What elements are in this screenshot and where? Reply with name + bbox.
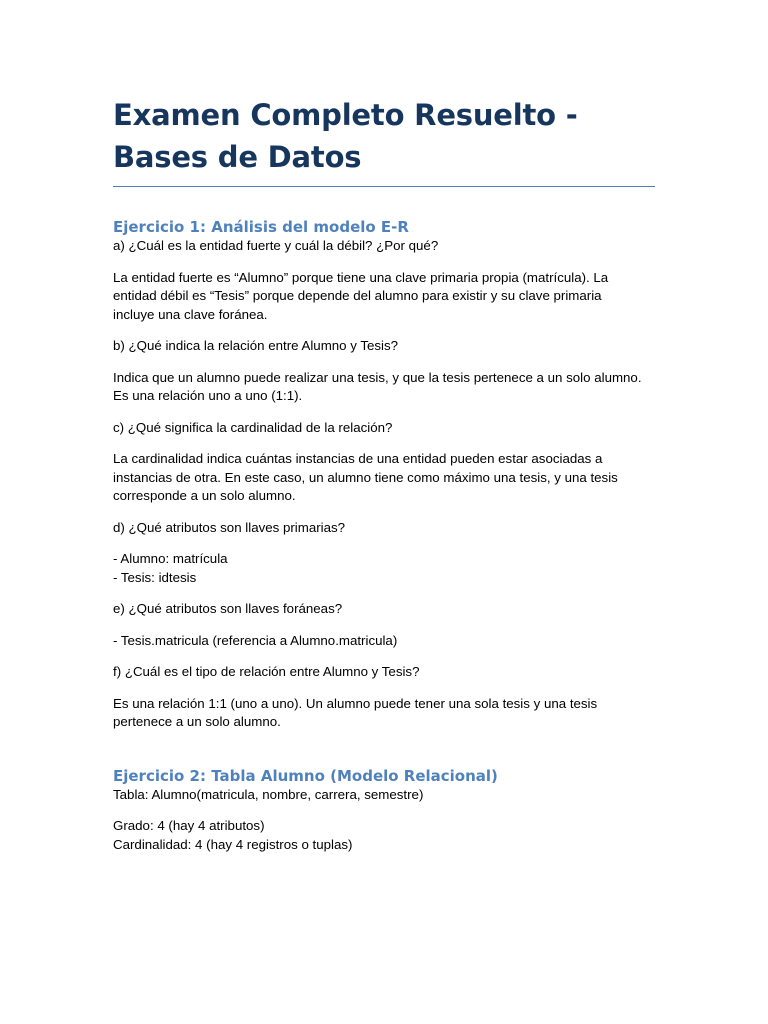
question-a: a) ¿Cuál es la entidad fuerte y cuál la débil? ¿Por qué? — [113, 238, 439, 253]
answer-c: La cardinalidad indica cuántas instancias de una entidad pueden estar asociadas a instancias de otra. En este caso, un alumno tiene como máximo una tesis, y una tesis corresponde a un solo alumno. — [113, 451, 618, 503]
answer-b: Indica que un alumno puede realizar una tesis, y que la tesis pertenece a un solo alumno. Es una relación uno a uno (1:1). — [113, 369, 642, 403]
question-d: d) ¿Qué atributos son llaves primarias? — [113, 519, 346, 535]
table-cardinality: Cardinalidad: 4 (hay 4 registros o tuplas) — [113, 836, 353, 852]
answer-d-line: - Tesis: idtesis — [113, 569, 197, 585]
table-definition: Tabla: Alumno(matricula, nombre, carrera, semestre) — [113, 786, 424, 802]
question-f: f) ¿Cuál es el tipo de relación entre Alumno y Tesis? — [113, 664, 420, 679]
table-degree: Grado: 4 (hay 4 atributos) — [113, 818, 265, 833]
question-c: c) ¿Qué significa la cardinalidad de la relación? — [113, 419, 393, 435]
question-e: e) ¿Qué atributos son llaves foráneas? — [113, 601, 343, 616]
answer-d-line: - Alumno: matrícula — [113, 551, 228, 566]
table-properties — [113, 817, 643, 854]
document-title: Examen Completo Resuelto - Bases de Datos — [113, 94, 655, 187]
answer-a: La entidad fuerte es “Alumno” porque tiene una clave primaria propia (matrícula). La entidad débil es “Tesis” porque depende del alumno para existir y su clave primaria incluye una clave foránea. — [113, 269, 609, 322]
answer-e: - Tesis.matricula (referencia a Alumno.matricula) — [113, 632, 398, 648]
exercise-1-heading: Ejercicio 1: Análisis del modelo E-R — [113, 218, 409, 236]
answer-f: Es una relación 1:1 (uno a uno). Un alumno puede tener una sola tesis y una tesis pertenece a un solo alumno. — [113, 695, 598, 729]
answer-d — [113, 550, 643, 587]
exercise-2-heading: Ejercicio 2: Tabla Alumno (Modelo Relacional) — [113, 766, 498, 785]
question-b: b) ¿Qué indica la relación entre Alumno y Tesis? — [113, 338, 399, 353]
